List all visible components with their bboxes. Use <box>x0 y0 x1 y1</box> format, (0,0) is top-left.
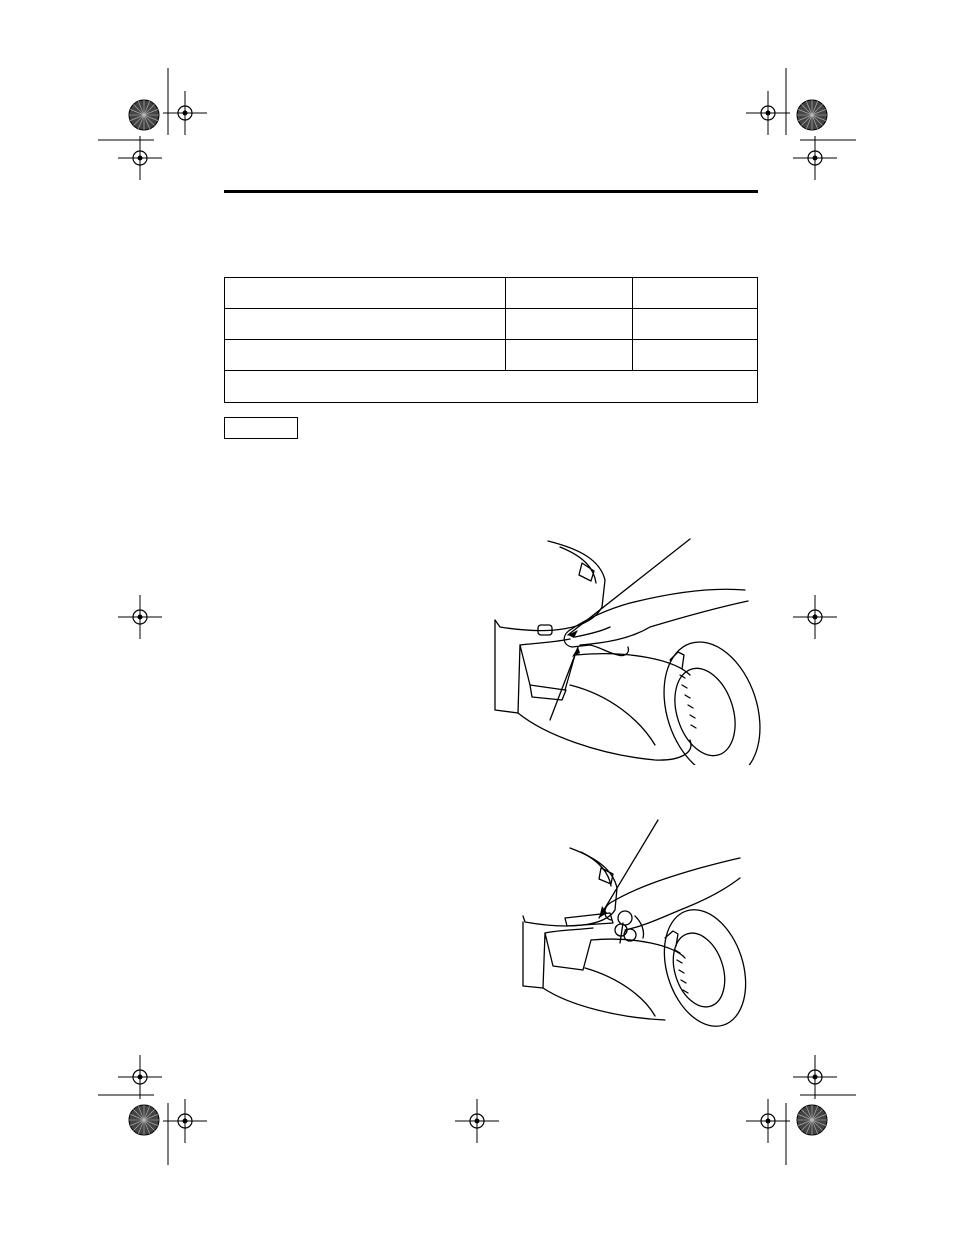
registration-target-icon <box>793 1055 837 1099</box>
table-row <box>225 371 758 403</box>
sunburst-icon <box>129 100 159 130</box>
registration-target-icon <box>746 1099 790 1143</box>
sunburst-icon <box>129 1105 159 1135</box>
mower-engine-wrench-icon <box>515 818 760 1028</box>
sunburst-icon <box>797 1105 827 1135</box>
table-cell <box>506 340 633 371</box>
table-footer-cell <box>225 371 758 403</box>
table-cell <box>633 309 758 340</box>
table-row <box>225 309 758 340</box>
registration-target-icon <box>793 595 837 639</box>
table-cell <box>506 278 633 309</box>
header-rule <box>224 190 758 193</box>
spec-table <box>224 277 758 403</box>
table-cell <box>225 278 506 309</box>
notice-label <box>224 417 298 439</box>
registration-target-icon <box>455 1099 499 1143</box>
table-cell <box>225 340 506 371</box>
table-cell <box>506 309 633 340</box>
registration-target-icon <box>793 136 837 180</box>
table-cell <box>633 340 758 371</box>
table-cell <box>633 278 758 309</box>
mower-engine-hand-icon <box>490 535 765 765</box>
table-cell <box>225 309 506 340</box>
registration-target-icon <box>118 136 162 180</box>
registration-target-icon <box>118 595 162 639</box>
table-row <box>225 278 758 309</box>
table-row <box>225 340 758 371</box>
registration-target-icon <box>163 1099 207 1143</box>
registration-target-icon <box>163 91 207 135</box>
registration-target-icon <box>118 1055 162 1099</box>
registration-target-icon <box>746 91 790 135</box>
sunburst-icon <box>797 100 827 130</box>
